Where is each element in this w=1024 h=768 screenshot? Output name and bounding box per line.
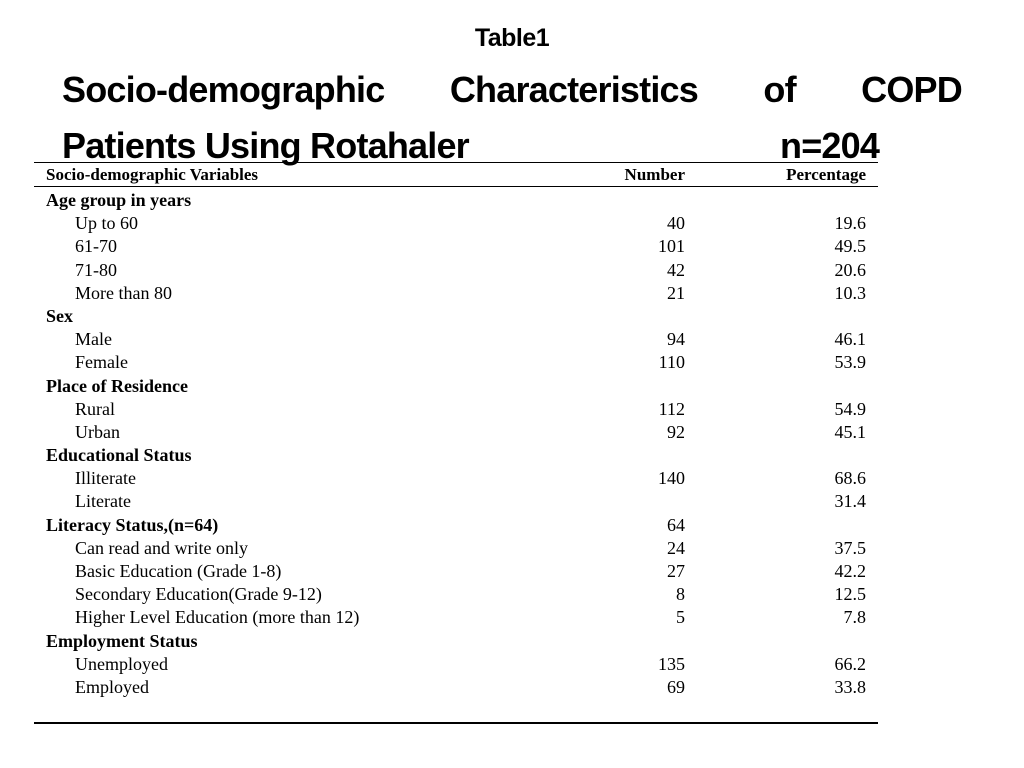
table-row <box>34 351 878 374</box>
row-label: Illiterate <box>75 468 136 489</box>
row-label: Higher Level Education (more than 12) <box>75 607 360 628</box>
column-header-variables: Socio-demographic Variables <box>46 165 259 184</box>
table-row <box>34 560 878 583</box>
title-word: of <box>763 69 796 110</box>
table-row <box>34 537 878 560</box>
row-label: Up to 60 <box>75 213 138 234</box>
row-label: Literate <box>75 491 131 512</box>
row-label: Secondary Education(Grade 9-12) <box>75 584 322 605</box>
column-header-number: Number <box>624 165 685 184</box>
row-label: Urban <box>75 421 120 442</box>
group-label: Age group in years <box>46 190 192 210</box>
title-line-1 <box>62 70 962 110</box>
number-cell: 112 <box>658 398 685 419</box>
number-cell: 101 <box>658 236 685 257</box>
table-group-row <box>34 189 878 212</box>
percentage-cell: 31.4 <box>834 491 866 512</box>
table-row <box>34 653 878 676</box>
number-cell: 27 <box>667 561 685 581</box>
table-group-row <box>34 305 878 328</box>
number-cell: 21 <box>667 282 685 303</box>
percentage-cell: 12.5 <box>834 584 866 605</box>
table-row <box>34 282 878 305</box>
number-cell: 92 <box>667 421 685 442</box>
percentage-cell: 53.9 <box>834 352 866 373</box>
table-row <box>34 676 878 699</box>
group-label: Educational Status <box>46 445 192 466</box>
percentage-cell: 20.6 <box>834 259 866 280</box>
group-label: Sex <box>46 305 73 326</box>
table-label: Table1 <box>474 24 550 52</box>
percentage-cell: 37.5 <box>834 537 866 558</box>
percentage-cell: 10.3 <box>834 282 866 303</box>
group-label: Place of Residence <box>46 375 188 396</box>
table-group-row <box>34 444 878 467</box>
table-row <box>34 583 878 606</box>
table-row <box>34 421 878 444</box>
title-word: Characteristics <box>449 69 698 110</box>
row-label: More than 80 <box>75 282 172 303</box>
row-label: Basic Education (Grade 1-8) <box>75 561 282 581</box>
row-label: Female <box>75 352 128 373</box>
title-sample-size: n=204 <box>780 125 880 166</box>
row-label: Unemployed <box>75 653 168 674</box>
percentage-cell: 7.8 <box>843 607 866 628</box>
table-group-row <box>34 375 878 398</box>
number-cell: 5 <box>676 607 685 628</box>
percentage-cell: 68.6 <box>834 468 866 489</box>
column-header-percentage: Percentage <box>786 165 866 184</box>
table-row <box>34 259 878 282</box>
table-row <box>34 212 878 235</box>
table-row <box>34 398 878 421</box>
title-line-2-text: Patients Using Rotahaler <box>62 125 469 166</box>
number-cell: 110 <box>658 352 685 373</box>
number-cell: 69 <box>667 676 685 697</box>
table-top-rule <box>34 162 878 163</box>
title-word: COPD <box>861 69 962 110</box>
table-row <box>34 328 878 351</box>
number-cell: 8 <box>676 584 685 605</box>
table-body <box>34 189 878 699</box>
table-group-row <box>34 514 878 537</box>
group-label: Literacy Status,(n=64) <box>46 514 219 535</box>
number-cell: 135 <box>658 653 685 674</box>
percentage-cell: 19.6 <box>834 213 866 234</box>
percentage-cell: 45.1 <box>834 421 866 442</box>
percentage-cell: 66.2 <box>834 653 866 674</box>
row-label: Male <box>75 329 112 350</box>
number-cell: 140 <box>658 468 685 489</box>
table-row <box>34 490 878 513</box>
table-header-rule <box>34 186 878 187</box>
number-cell: 42 <box>667 259 685 280</box>
percentage-cell: 49.5 <box>834 236 866 257</box>
number-cell: 40 <box>667 213 685 234</box>
title-word: Socio-demographic <box>62 69 385 110</box>
percentage-cell: 46.1 <box>834 329 866 350</box>
row-label: Employed <box>75 676 149 697</box>
table-group-row <box>34 630 878 653</box>
title-line-2 <box>62 126 962 166</box>
row-label: Can read and write only <box>75 537 248 558</box>
number-cell: 24 <box>667 537 685 558</box>
table-row <box>34 467 878 490</box>
percentage-cell: 33.8 <box>834 676 866 697</box>
row-label: 71-80 <box>75 259 117 280</box>
number-cell: 64 <box>667 514 685 535</box>
percentage-cell: 42.2 <box>834 561 866 581</box>
row-label: Rural <box>75 398 115 419</box>
percentage-cell: 54.9 <box>834 398 866 419</box>
table-row <box>34 606 878 629</box>
number-cell: 94 <box>667 329 685 350</box>
group-label: Employment Status <box>46 630 198 651</box>
row-label: 61-70 <box>75 236 117 257</box>
table-row <box>34 235 878 258</box>
table-bottom-rule <box>34 722 878 724</box>
